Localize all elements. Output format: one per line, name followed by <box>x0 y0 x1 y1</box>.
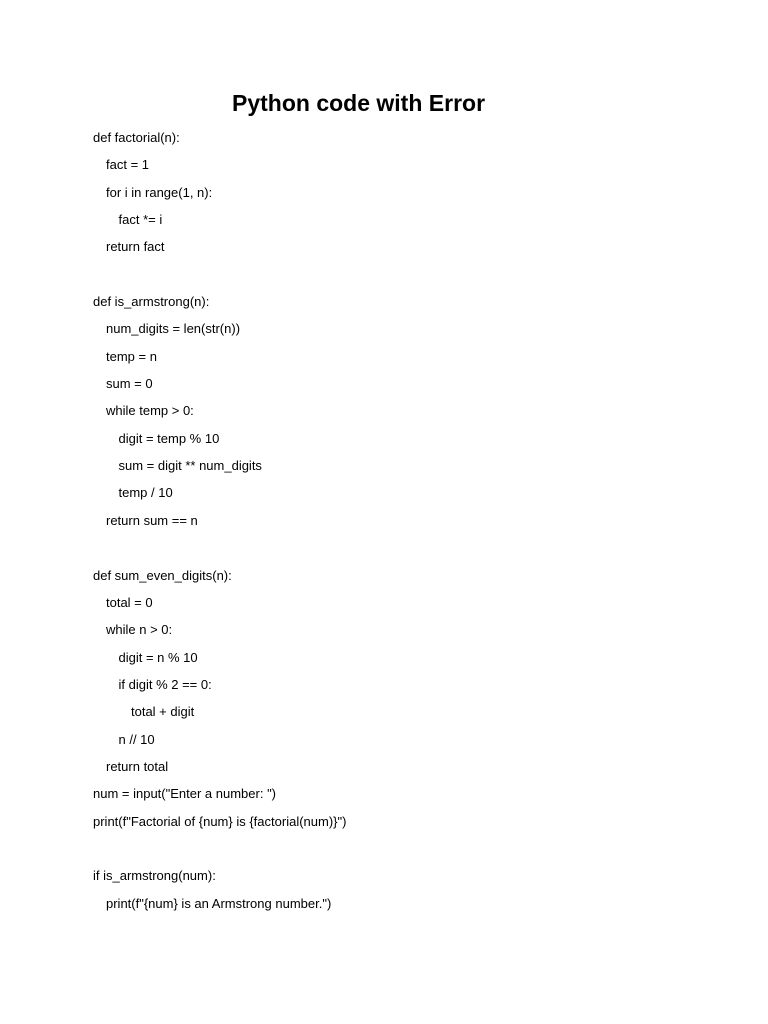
code-line: print(f"{num} is an Armstrong number.") <box>106 895 332 911</box>
code-line: return sum == n <box>106 512 198 528</box>
code-line: def factorial(n): <box>93 130 180 145</box>
code-line: while n > 0: <box>106 622 173 638</box>
code-line: def is_armstrong(n): <box>93 294 210 310</box>
blank-line <box>93 534 733 561</box>
code-line: num = input("Enter a number: ") <box>93 786 277 802</box>
code-line: num_digits = len(str(n)) <box>106 321 241 337</box>
code-block <box>93 124 733 917</box>
code-line: if digit % 2 == 0: <box>118 676 212 692</box>
code-line: for i in range(1, n): <box>106 184 213 200</box>
blank-line <box>93 835 733 862</box>
code-line: fact *= i <box>118 212 163 228</box>
code-line: temp = n <box>106 348 157 364</box>
code-line: fact = 1 <box>106 157 149 173</box>
code-line: def sum_even_digits(n): <box>93 567 232 583</box>
code-line: temp / 10 <box>118 485 173 501</box>
blank-line <box>93 261 733 288</box>
code-line: sum = 0 <box>106 376 153 392</box>
code-line: sum = digit ** num_digits <box>118 458 262 474</box>
code-line: return fact <box>106 239 165 255</box>
code-line: digit = temp % 10 <box>118 430 220 446</box>
code-line: return total <box>106 758 169 774</box>
code-line: print(f"Factorial of {num} is {factorial(num)}") <box>93 813 347 829</box>
code-line: total + digit <box>131 704 195 720</box>
code-line: n // 10 <box>118 731 155 747</box>
code-line: while temp > 0: <box>106 403 194 419</box>
code-line: total = 0 <box>106 594 153 610</box>
code-line: if is_armstrong(num): <box>93 868 216 884</box>
code-line: digit = n % 10 <box>118 649 198 665</box>
document-title: Python code with Error <box>232 90 486 116</box>
